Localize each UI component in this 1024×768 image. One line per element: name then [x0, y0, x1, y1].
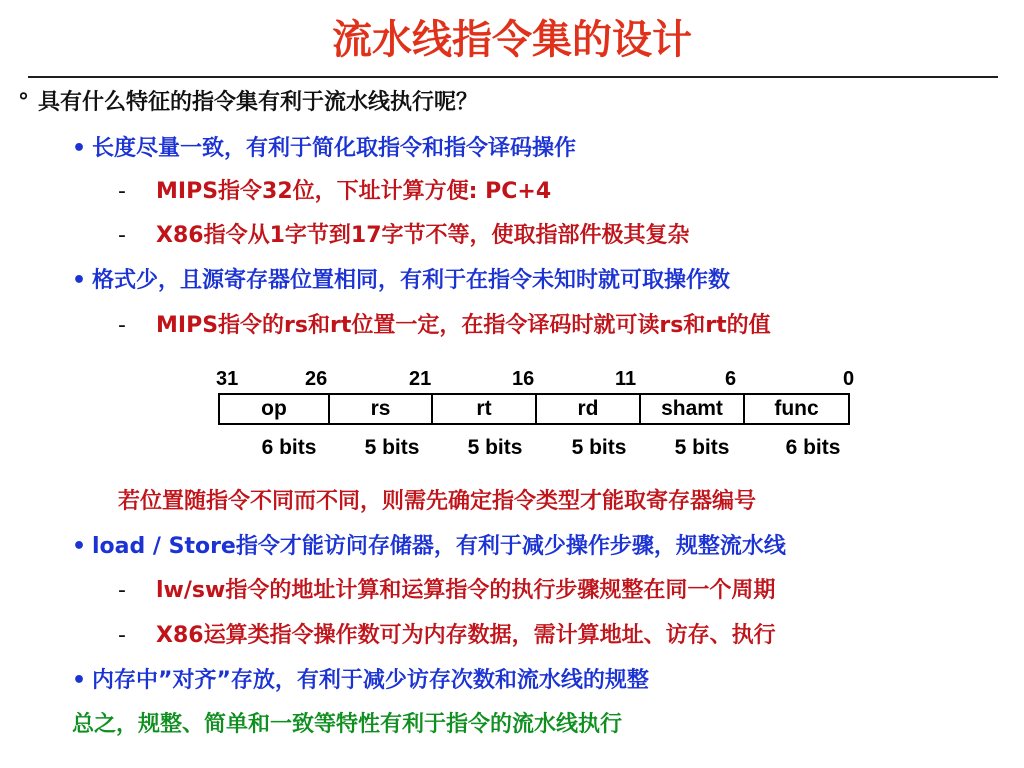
- bit-position-label: 16: [512, 368, 535, 390]
- field-rt: rt: [433, 395, 537, 423]
- bullet-dot: •: [72, 268, 87, 293]
- bit-position-label: 11: [615, 368, 637, 390]
- field-width-label: 5 bits: [674, 436, 730, 459]
- field-width-label: 6 bits: [785, 436, 841, 459]
- instruction-field-row: [218, 393, 850, 425]
- field-func: func: [774, 397, 819, 420]
- summary-line: 总之，规整、简单和一致等特性有利于指令的流水线执行: [72, 712, 623, 737]
- sub-item-text: X86运算类指令操作数可为内存数据，需计算地址、访存、执行: [156, 623, 776, 648]
- dash-marker: -: [118, 313, 126, 338]
- bullet-dot: •: [72, 668, 87, 693]
- field-rd: rd: [537, 395, 641, 423]
- field-width-label: 5 bits: [364, 436, 420, 459]
- sub-item-lw-sw: [118, 577, 775, 605]
- bullet-text: 长度尽量一致，有利于简化取指令和指令译码操作: [92, 136, 577, 161]
- bullet-item-alignment: [72, 667, 649, 695]
- bullet-text: 内存中”对齐”存放，有利于减少访存次数和流水线的规整: [92, 668, 649, 693]
- bullet-dot: •: [72, 534, 87, 559]
- bit-position-label: 0: [843, 368, 855, 390]
- bit-position-label: 21: [409, 368, 432, 390]
- bullet-dot: •: [72, 136, 87, 161]
- sub-item-text: MIPS指令32位，下址计算方便: PC+4: [156, 179, 552, 204]
- field-width-label: 5 bits: [571, 436, 627, 459]
- field-rs: rs: [330, 395, 433, 423]
- field-shamt: shamt: [641, 395, 745, 423]
- question-line: [18, 89, 478, 117]
- question-text: 具有什么特征的指令集有利于流水线执行呢？: [38, 90, 479, 115]
- sub-item-mips-rs-rt: [118, 312, 771, 340]
- bullet-item-length: [72, 135, 576, 163]
- dash-marker: -: [118, 223, 126, 248]
- bit-position-label: 31: [216, 368, 239, 390]
- field-width-label: 5 bits: [467, 436, 523, 459]
- bit-position-label: 6: [725, 368, 737, 390]
- bullet-text: 格式少，且源寄存器位置相同，有利于在指令未知时就可取操作数: [92, 268, 731, 293]
- bullet-item-format: [72, 267, 730, 295]
- field-op: op: [220, 395, 330, 423]
- bit-position-label: 26: [305, 368, 328, 390]
- sub-item-x86-memory: [118, 622, 776, 650]
- bullet-text: load / Store指令才能访问存储器，有利于减少操作步骤，规整流水线: [92, 534, 786, 559]
- sub-item-mips-length: [118, 178, 551, 206]
- slide-title: 流水线指令集的设计: [332, 17, 692, 63]
- format-note: 若位置随指令不同而不同，则需先确定指令类型才能取寄存器编号: [118, 489, 757, 514]
- dash-marker: -: [118, 623, 126, 648]
- field-width-label: 6 bits: [261, 436, 317, 459]
- bullet-item-load-store: [72, 533, 786, 561]
- degree-bullet: °: [18, 90, 29, 115]
- title-divider: [28, 76, 998, 78]
- sub-item-text: lw/sw指令的地址计算和运算指令的执行步骤规整在同一个周期: [156, 578, 776, 603]
- sub-item-text: MIPS指令的rs和rt位置一定，在指令译码时就可读rs和rt的值: [156, 313, 771, 338]
- dash-marker: -: [118, 179, 126, 204]
- dash-marker: -: [118, 578, 126, 603]
- sub-item-x86-length: [118, 222, 690, 250]
- sub-item-text: X86指令从1字节到17字节不等，使取指部件极其复杂: [156, 223, 690, 248]
